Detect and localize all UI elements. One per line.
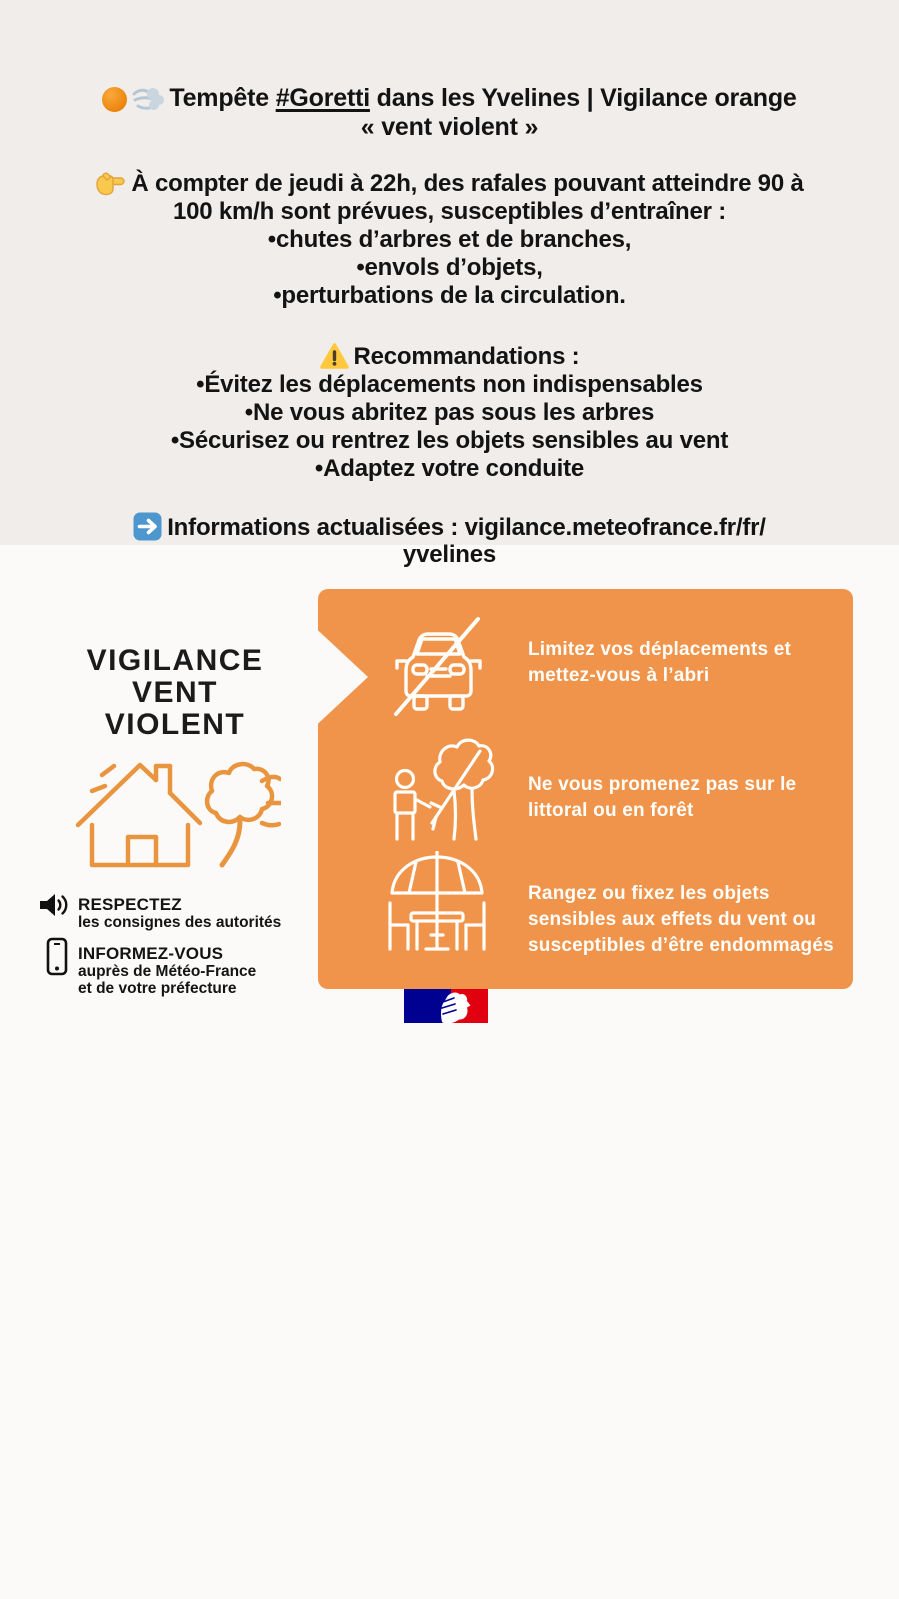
smartphone-icon	[46, 937, 68, 977]
infographic-title	[40, 645, 310, 741]
hashtag-goretti[interactable]: #Goretti	[275, 84, 370, 112]
recommendation-item: •Sécurisez ou rentrez les objets sensibles au vent	[170, 427, 729, 454]
infographic-title-line: VENT	[131, 676, 218, 709]
advice-text: Limitez vos déplacements et mettez-vous à l’abri	[528, 639, 792, 686]
french-government-logo	[404, 989, 488, 1023]
info-prefix: Informations actualisées :	[167, 514, 465, 541]
infographic-title-line: VIGILANCE	[86, 644, 264, 677]
post-title-pre: Tempête	[169, 84, 276, 112]
falling-tree-icon	[384, 735, 504, 845]
vigilance-infographic-image[interactable]	[0, 585, 899, 1035]
recommendation-item: •Adaptez votre conduite	[314, 455, 585, 482]
inform-subtitle: auprès de Météo-France	[78, 963, 257, 980]
forecast-line2: 100 km/h sont prévues, susceptibles d’entraîner :	[172, 198, 727, 225]
inform-subtitle: et de votre préfecture	[78, 980, 237, 997]
respect-subtitle: les consignes des autorités	[78, 914, 282, 931]
orange-circle-emoji	[102, 87, 127, 112]
forecast-line1-text: À compter de jeudi à 22h, des rafales pouvant atteindre 90 à	[131, 170, 804, 197]
garden-furniture-icon	[378, 851, 498, 963]
speaker-icon	[38, 891, 72, 919]
advice-panel	[318, 589, 853, 989]
advice-text: Ne vous promenez pas sur le littoral ou en forêt	[528, 774, 797, 821]
infographic-title-line: VIOLENT	[104, 708, 246, 741]
respect-title: RESPECTEZ	[78, 895, 182, 914]
recommendation-item: •Évitez les déplacements non indispensables	[196, 371, 703, 398]
post-title-rest: dans les Yvelines | Vigilance orange	[369, 84, 797, 112]
house-wind-icon	[66, 745, 281, 869]
bullet-item: •envols d’objets,	[356, 254, 543, 281]
bullet-item: •chutes d’arbres et de branches,	[267, 226, 632, 253]
no-car-icon	[386, 609, 493, 719]
info-url[interactable]: vigilance.meteofrance.fr/fr/	[464, 514, 766, 541]
info-url-line2[interactable]: yvelines	[402, 541, 497, 568]
recommendation-item: •Ne vous abritez pas sous les arbres	[244, 399, 655, 426]
recommendations-title-text: Recommandations :	[353, 343, 580, 370]
advice-text: Rangez ou fixez les objets sensibles aux effets du vent ou susceptibles d’être endommagés	[528, 883, 834, 956]
post-title-line2: « vent violent »	[360, 113, 539, 141]
bullet-item: •perturbations de la circulation.	[273, 282, 626, 309]
inform-title: INFORMEZ-VOUS	[78, 944, 224, 963]
